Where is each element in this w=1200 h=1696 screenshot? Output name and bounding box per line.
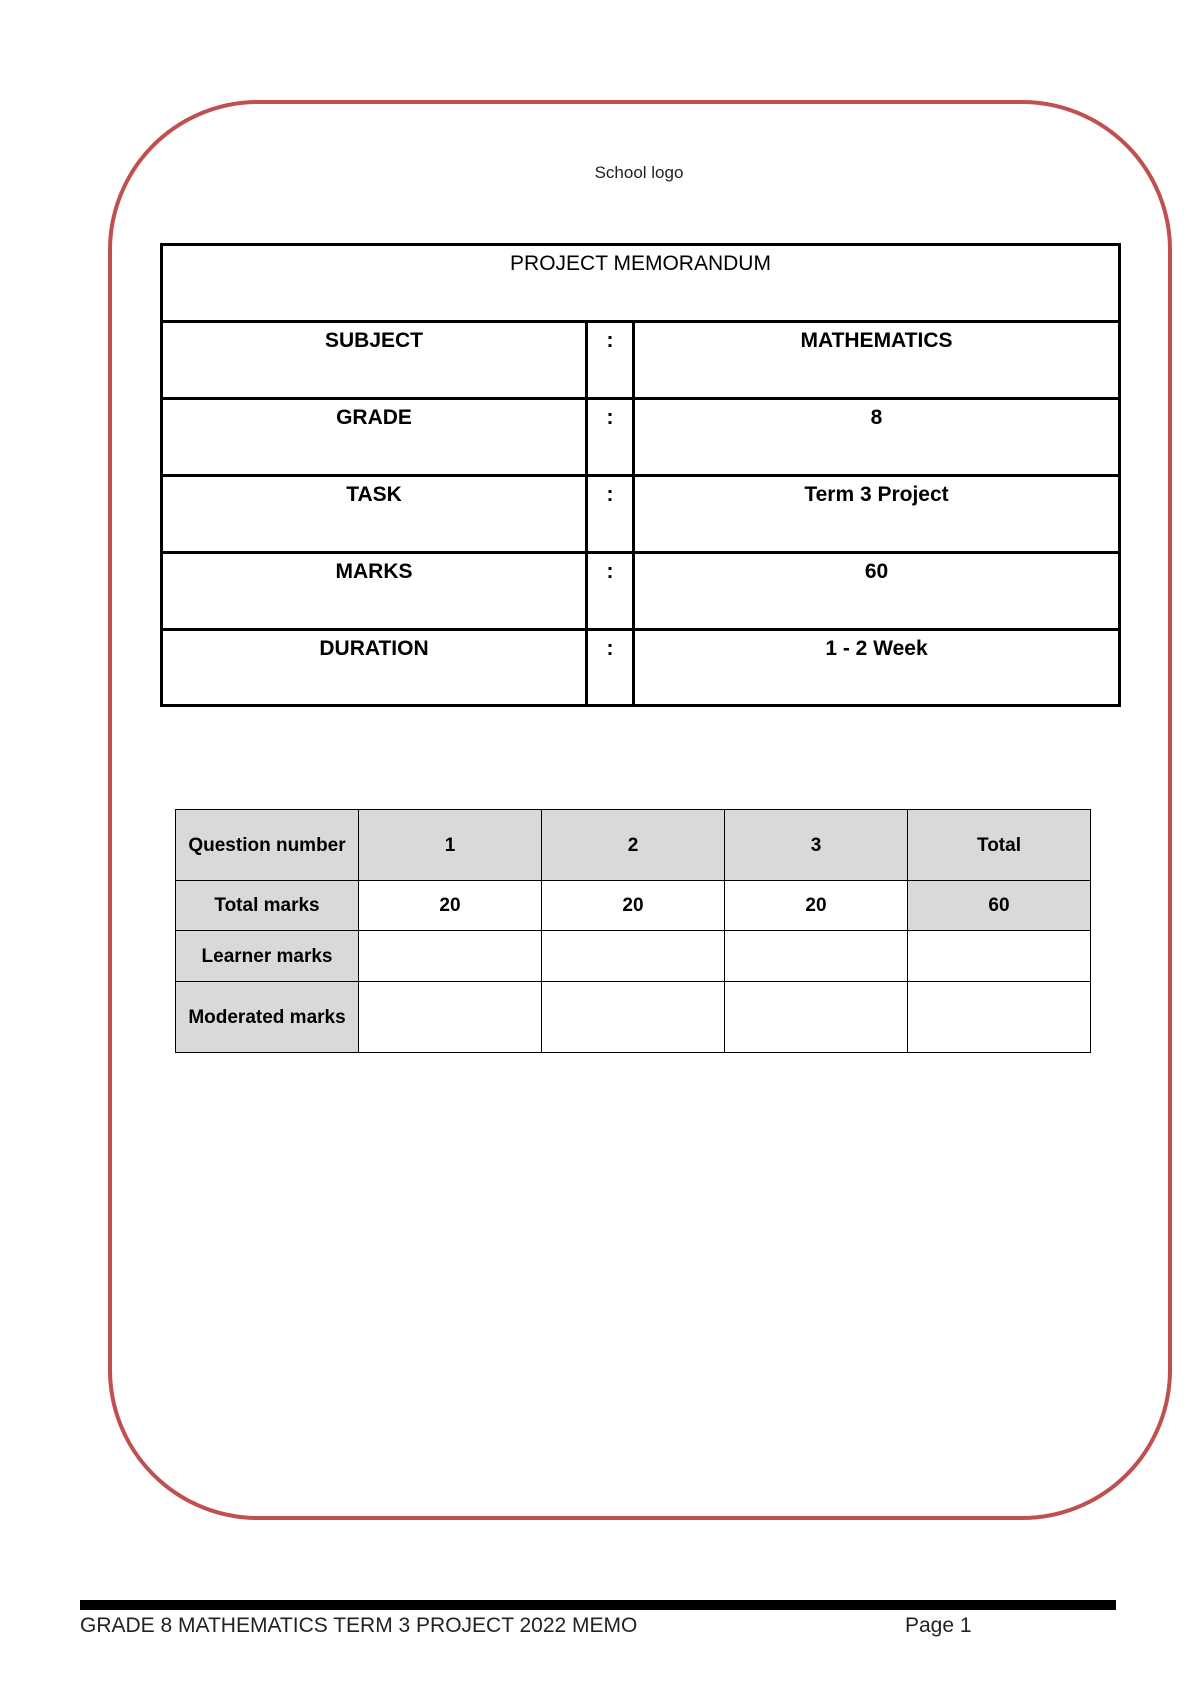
cover-title: PROJECT MEMORANDUM [510,252,771,275]
cover-value: 8 [870,406,883,429]
column-header-cell: 3 [725,810,908,881]
table-cell [908,982,1091,1053]
row-header-cell: Learner marks [176,931,359,982]
footer-page-number: Page 1 [905,1614,972,1637]
table-cell: 20 [725,881,908,931]
footer-rule [80,1600,1116,1610]
cover-label: MARKS [335,560,413,583]
cover-separator: : [585,631,635,704]
column-header-cell: Total [908,810,1091,881]
cover-separator: : [585,400,635,474]
table-cell-total: 60 [908,881,1091,931]
row-header-cell: Moderated marks [176,982,359,1053]
cover-separator: : [585,323,635,397]
cover-row-marks [163,554,1118,631]
table-cell [725,982,908,1053]
marks-summary-table [175,809,1091,1053]
school-logo-placeholder: School logo [594,163,684,182]
cover-row-duration [163,631,1118,704]
column-header-cell: 1 [359,810,542,881]
table-row-moderated-marks [176,982,1091,1053]
cover-value: MATHEMATICS [800,329,953,352]
cover-label: GRADE [336,406,412,429]
table-cell [542,982,725,1053]
cover-separator: : [585,477,635,551]
table-cell [542,931,725,982]
cover-separator: : [585,554,635,628]
column-header-cell: 2 [542,810,725,881]
table-cell: 20 [359,881,542,931]
table-row-question-number [176,810,1091,881]
cover-title-row [163,246,1118,323]
table-cell [725,931,908,982]
table-cell: 20 [542,881,725,931]
table-row-total-marks [176,881,1091,931]
cover-label: TASK [346,483,402,506]
row-header-cell: Total marks [176,881,359,931]
table-cell [359,931,542,982]
table-cell [359,982,542,1053]
cover-label: DURATION [319,637,429,660]
cover-value: Term 3 Project [804,483,949,506]
footer-document-title: GRADE 8 MATHEMATICS TERM 3 PROJECT 2022 MEMO [80,1614,638,1637]
cover-info-table [160,243,1121,707]
cover-row-subject [163,323,1118,400]
table-cell [908,931,1091,982]
cover-value: 60 [864,560,889,583]
cover-label: SUBJECT [324,329,424,352]
cover-row-task [163,477,1118,554]
cover-row-grade [163,400,1118,477]
row-header-cell: Question number [176,810,359,881]
cover-value: 1 - 2 Week [825,637,928,660]
table-row-learner-marks [176,931,1091,982]
